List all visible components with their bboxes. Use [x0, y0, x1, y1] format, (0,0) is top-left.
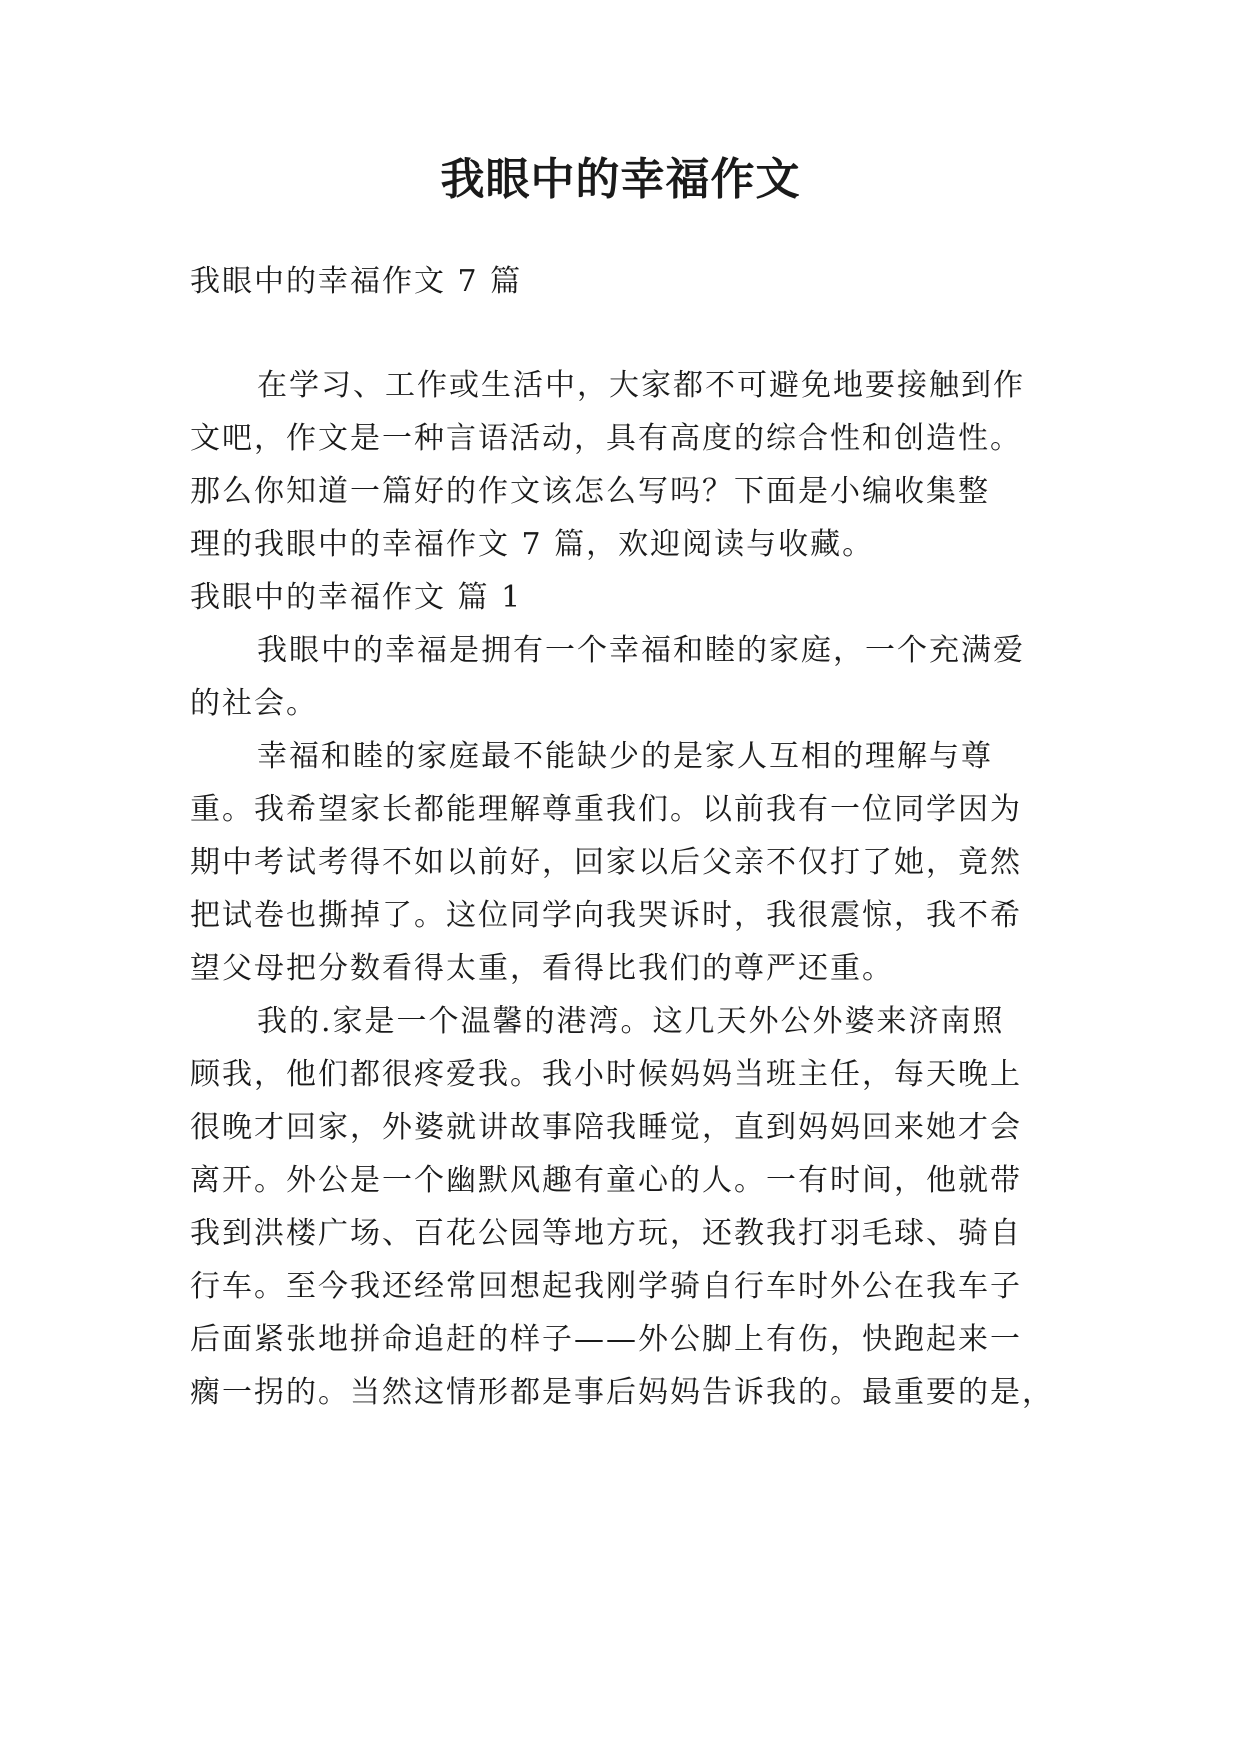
- paragraph-line: 望父母把分数看得太重，看得比我们的尊严还重。: [190, 951, 894, 986]
- section-heading: 我眼中的幸福作文 篇 1: [190, 580, 523, 615]
- paragraph-line: 我到洪楼广场、百花公园等地方玩，还教我打羽毛球、骑自: [190, 1216, 1022, 1251]
- intro-line: 文吧，作文是一种言语活动，具有高度的综合性和创造性。: [190, 421, 1022, 456]
- paragraph-line: 我的.家是一个温馨的港湾。这几天外公外婆来济南照: [257, 1004, 1005, 1039]
- intro-line: 在学习、工作或生活中，大家都不可避免地要接触到作: [257, 368, 1025, 403]
- paragraph-line: 离开。外公是一个幽默风趣有童心的人。一有时间，他就带: [190, 1163, 1022, 1198]
- paragraph-line: 重。我希望家长都能理解尊重我们。以前我有一位同学因为: [190, 792, 1022, 827]
- paragraph-line: 后面紧张地拼命追赶的样子——外公脚上有伤，快跑起来一: [190, 1322, 1022, 1357]
- paragraph-line: 行车。至今我还经常回想起我刚学骑自行车时外公在我车子: [190, 1269, 1022, 1304]
- document-subtitle: 我眼中的幸福作文 7 篇: [190, 264, 523, 299]
- document-title: 我眼中的幸福作文: [440, 154, 801, 205]
- paragraph-line: 期中考试考得不如以前好，回家以后父亲不仅打了她，竟然: [190, 845, 1022, 880]
- paragraph-line: 顾我，他们都很疼爱我。我小时候妈妈当班主任，每天晚上: [190, 1057, 1022, 1092]
- paragraph-line: 把试卷也撕掉了。这位同学向我哭诉时，我很震惊，我不希: [190, 898, 1022, 933]
- paragraph-line: 幸福和睦的家庭最不能缺少的是家人互相的理解与尊: [257, 739, 993, 774]
- paragraph-line: 我眼中的幸福是拥有一个幸福和睦的家庭，一个充满爱: [257, 633, 1025, 668]
- paragraph-line: 的社会。: [190, 686, 318, 721]
- intro-line: 理的我眼中的幸福作文 7 篇，欢迎阅读与收藏。: [190, 527, 875, 562]
- paragraph-line: 瘸一拐的。当然这情形都是事后妈妈告诉我的。最重要的是，: [190, 1375, 1054, 1410]
- intro-line: 那么你知道一篇好的作文该怎么写吗？下面是小编收集整: [190, 474, 990, 509]
- paragraph-line: 很晚才回家，外婆就讲故事陪我睡觉，直到妈妈回来她才会: [190, 1110, 1022, 1145]
